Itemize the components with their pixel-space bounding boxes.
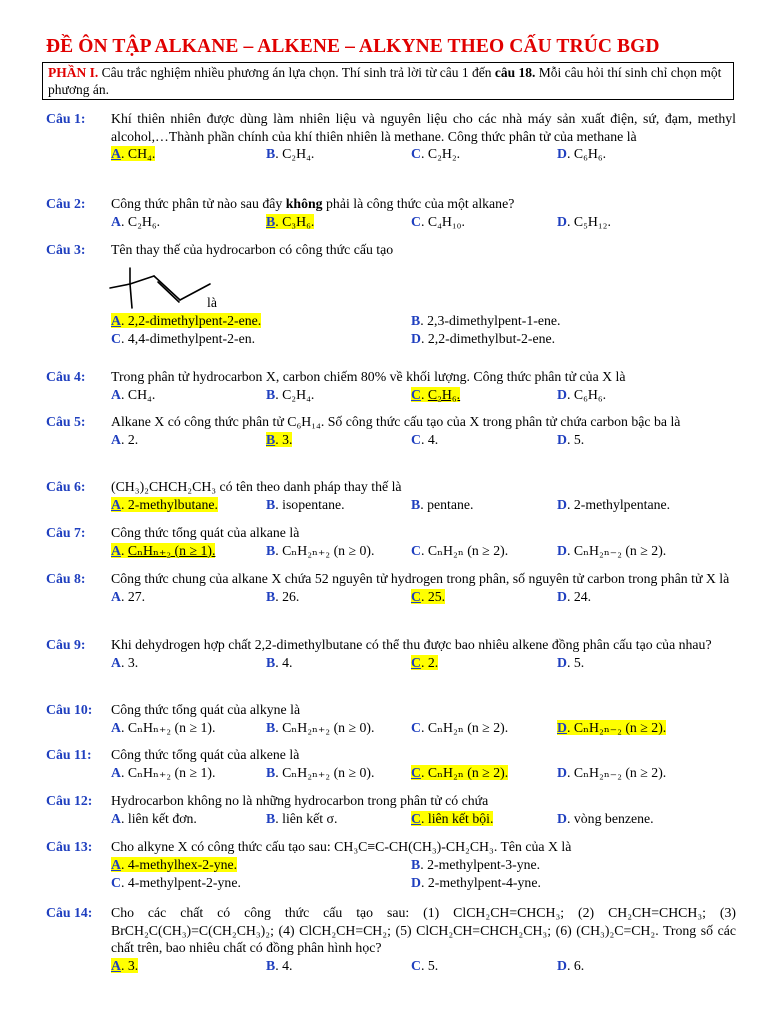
question-number: Câu 11:: [46, 747, 92, 762]
option-c[interactable]: C. C₂H₂.: [411, 146, 461, 161]
question-9: [46, 636, 736, 672]
stem-tail: là: [207, 294, 217, 310]
option-b-pentane[interactable]: B. pentane.: [411, 496, 474, 512]
option-a[interactable]: A. 27.: [111, 588, 146, 604]
question-5: [46, 413, 736, 449]
question-stem: Hydrocarbon không no là những hydrocarbon trong phân tử có chứa: [111, 793, 489, 808]
option-d[interactable]: D. CₙH₂ₙ₋₂ (n ≥ 2).: [557, 719, 667, 735]
question-stem: Tên thay thế của hydrocarbon có công thức cấu tạo: [111, 242, 394, 257]
question-stem: Công thức tổng quát của alkene là: [111, 747, 300, 762]
question-number: Câu 13:: [46, 839, 93, 854]
question-number: Câu 6:: [46, 479, 86, 494]
intro-text-a: Câu trắc nghiệm nhiều phương án lựa chọn. Thí sinh trả lời từ câu 1 đến: [98, 65, 495, 80]
option-b[interactable]: B. C₃H₆.: [266, 213, 315, 229]
option-a[interactable]: A. 3.: [111, 957, 139, 973]
options-row: [111, 496, 736, 514]
option-a[interactable]: A. CₙHₙ₊₂ (n ≥ 1).: [111, 719, 216, 735]
intro-text-b: Mỗi câu hỏi thí sinh chỉ chọn một phương án.: [48, 65, 722, 97]
option-b[interactable]: B. 4.: [266, 654, 293, 670]
option-d[interactable]: D. C₅H₁₂.: [557, 213, 611, 229]
option-c[interactable]: C. C₄H₁₀.: [411, 213, 465, 229]
options-row: [111, 719, 736, 737]
question-number: Câu 10:: [46, 702, 93, 717]
options-row: [111, 386, 736, 404]
question-7: [46, 524, 736, 560]
option-d[interactable]: D. 24.: [557, 588, 592, 604]
question-number: Câu 3:: [46, 242, 86, 257]
option-c[interactable]: C. 2.: [411, 654, 439, 670]
option-c[interactable]: C. CₙH₂ₙ (n ≥ 2).: [411, 764, 509, 780]
option-d[interactable]: D. 5.: [557, 431, 585, 447]
options-row: [111, 330, 736, 348]
question-stem: Công thức phân tử nào sau đây không phải là công thức của một alkane?: [111, 196, 515, 211]
option-a[interactable]: A. 2.: [111, 431, 139, 447]
options-row: [111, 874, 736, 892]
question-number: Câu 8:: [46, 571, 86, 586]
option-d[interactable]: D. 2-methylpent-4-yne.: [411, 874, 541, 890]
option-d[interactable]: D. 2-methylpentane.: [557, 496, 671, 512]
question-1: [46, 110, 736, 163]
question-number: Câu 4:: [46, 369, 86, 384]
option-b[interactable]: B. C₂H₄.: [266, 146, 315, 161]
question-stem: Cho các chất có công thức cấu tạo sau: (1) ClCH₂CH=CHCH₃; (2) CH₂CH=CHCH₃; (3) BrCH₂C(CH₃)=C(CH₂CH₃)₂; (4) ClCH₂CH=CH₂; (5) ClCH₂CH=CHCH₂CH₃; (6) (CH₃)₂C=CH₂. Trong số các chất trên, bao nhiêu chất có đồng phân hình học?: [111, 905, 736, 955]
question-number: Câu 1:: [46, 111, 86, 126]
option-c[interactable]: C. 4.: [411, 431, 439, 447]
question-number: Câu 5:: [46, 414, 86, 429]
option-a[interactable]: A. CH₄.: [111, 146, 156, 161]
part-label: PHẦN I.: [48, 65, 99, 80]
question-stem: Công thức tổng quát của alkane là: [111, 525, 300, 540]
question-2: [46, 195, 736, 231]
option-c[interactable]: C. CₙH₂ₙ (n ≥ 2).: [411, 719, 509, 735]
options-row: [111, 145, 736, 163]
question-stem: Cho alkyne X có công thức cấu tạo sau: CH₃C≡C-CH(CH₃)-CH₂CH₃. Tên của X là: [111, 839, 572, 854]
option-d[interactable]: D. 2,2-dimethylbut-2-ene.: [411, 330, 556, 346]
option-d[interactable]: D. vòng benzene.: [557, 810, 654, 826]
option-b[interactable]: B. C₂H₄.: [266, 386, 315, 402]
option-b[interactable]: B. CₙH₂ₙ₊₂ (n ≥ 0).: [266, 542, 375, 558]
option-a[interactable]: A. 2-methylbutane.: [111, 496, 218, 512]
option-b[interactable]: B. CₙH₂ₙ₊₂ (n ≥ 0).: [266, 764, 375, 780]
question-6: [46, 478, 736, 514]
option-b[interactable]: B. 3.: [266, 431, 293, 447]
option-a[interactable]: A. 2,2-dimethylpent-2-ene.: [111, 312, 262, 328]
option-a[interactable]: A. CH₄.: [111, 386, 156, 402]
option-b[interactable]: B. 4.: [266, 957, 293, 973]
options-row: [111, 856, 736, 874]
question-number: Câu 12:: [46, 793, 93, 808]
question-13: [46, 838, 736, 892]
option-d[interactable]: D. C₆H₆.: [557, 146, 607, 161]
options-row: [111, 764, 736, 782]
option-d[interactable]: D. CₙH₂ₙ₋₂ (n ≥ 2).: [557, 764, 667, 780]
option-c[interactable]: C. 4-methylpent-2-yne.: [111, 874, 241, 890]
options-row: [111, 542, 736, 560]
option-a[interactable]: A. liên kết đơn.: [111, 810, 197, 826]
options-row: [111, 312, 736, 330]
question-12: [46, 792, 736, 828]
option-b[interactable]: B. 26.: [266, 588, 300, 604]
question-stem: Công thức tổng quát của alkyne là: [111, 702, 301, 717]
options-row: [111, 957, 736, 975]
option-c[interactable]: C. 25.: [411, 588, 446, 604]
question-number: Câu 2:: [46, 196, 86, 211]
option-a[interactable]: A. 4-methylhex-2-yne.: [111, 856, 238, 872]
question-stem: Công thức chung của alkane X chứa 52 nguyên tử hydrogen trong phân, số nguyên tử carbon trong phân tử X là: [111, 571, 730, 586]
question-14: [46, 904, 736, 975]
option-b[interactable]: B. isopentane.: [266, 496, 345, 512]
option-a[interactable]: A. CₙHₙ₊₂ (n ≥ 1).: [111, 764, 216, 780]
option-c[interactable]: C. CₙH₂ₙ (n ≥ 2).: [411, 542, 509, 558]
options-row: [111, 213, 736, 231]
option-b[interactable]: B. CₙH₂ₙ₊₂ (n ≥ 0).: [266, 719, 375, 735]
option-a[interactable]: A. C₂H₆.: [111, 213, 161, 229]
question-number: Câu 14:: [46, 905, 93, 920]
option-c[interactable]: C. C₂H₆.: [411, 386, 461, 402]
option-d[interactable]: D. CₙH₂ₙ₋₂ (n ≥ 2).: [557, 542, 667, 558]
option-c[interactable]: C. liên kết bội.: [411, 810, 494, 826]
question-stem: Trong phân tử hydrocarbon X, carbon chiếm 80% về khối lượng. Công thức phân tử của X là: [111, 369, 626, 384]
part-one-instructions: [42, 62, 734, 100]
option-a[interactable]: A. CₙHₙ₊₂ (n ≥ 1).: [111, 542, 216, 558]
option-b[interactable]: B. liên kết σ.: [266, 810, 338, 826]
options-row: [111, 588, 736, 606]
question-stem: Alkane X có công thức phân tử C₆H₁₄. Số công thức cấu tạo của X trong phân tử chứa carbon bậc ba là: [111, 414, 681, 429]
options-row: [111, 810, 736, 828]
option-b[interactable]: B. 2-methylpent-3-yne.: [411, 856, 541, 872]
option-c[interactable]: C. 4,4-dimethylpent-2-en.: [111, 330, 256, 346]
skeletal-structure-diagram: [108, 264, 218, 314]
question-stem: (CH₃)₂CHCH₂CH₃ có tên theo danh pháp thay thế là: [111, 479, 402, 494]
options-row: [111, 431, 736, 449]
question-stem: Khi dehydrogen hợp chất 2,2-dimethylbutane có thể thu được bao nhiêu alkene đồng phân cấu tạo của nhau?: [111, 637, 712, 652]
options-row: [111, 654, 736, 672]
question-10: [46, 701, 736, 737]
option-d[interactable]: D. 5.: [557, 654, 585, 670]
page-title: ĐỀ ÔN TẬP ALKANE – ALKENE – ALKYNE THEO CẤU TRÚC BGD: [46, 36, 660, 57]
question-11: [46, 746, 736, 782]
question-4: [46, 368, 736, 404]
question-number: Câu 9:: [46, 637, 86, 652]
option-d[interactable]: D. C₆H₆.: [557, 386, 607, 402]
option-a[interactable]: A. 3.: [111, 654, 139, 670]
option-b[interactable]: B. 2,3-dimethylpent-1-ene.: [411, 312, 561, 328]
question-8: [46, 570, 736, 606]
question-stem: Khí thiên nhiên được dùng làm nhiên liệu và nguyên liệu cho các nhà máy sản xuất điện, sứ, đạm, methyl alcohol,…Thành phần chính của khí thiên nhiên là methane. Công thức phân tử của methane là: [111, 111, 736, 144]
question-number: Câu 7:: [46, 525, 86, 540]
option-c[interactable]: C. 5.: [411, 957, 439, 973]
option-d[interactable]: D. 6.: [557, 957, 585, 973]
intro-text-bold: câu 18.: [494, 65, 536, 80]
